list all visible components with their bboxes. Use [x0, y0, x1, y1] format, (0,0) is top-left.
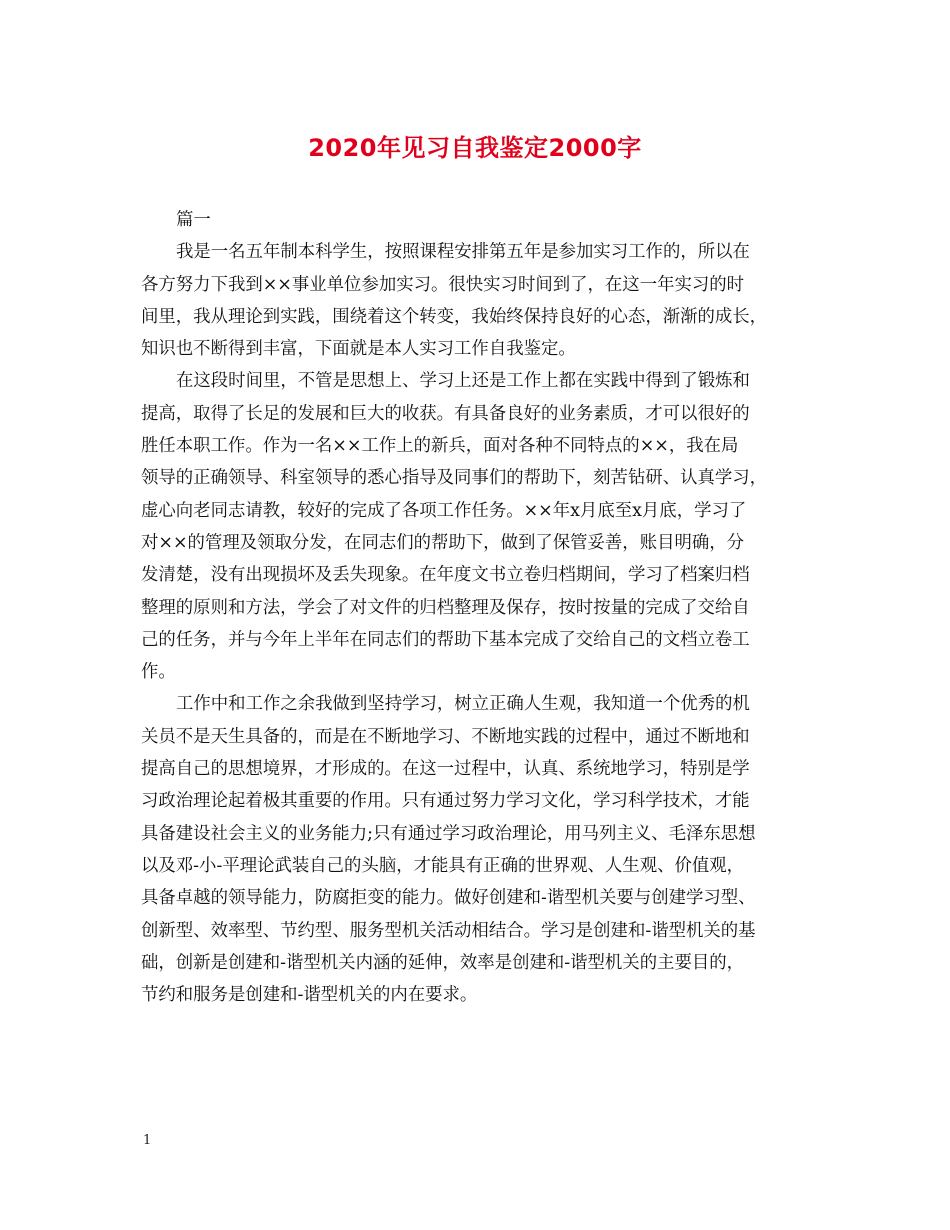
- text-line: 我是一名五年制本科学生，按照课程安排第五年是参加实习工作的，所以在: [176, 242, 750, 263]
- text-line: 提高自己的思想境界，才形成的。在这一过程中，认真、系统地学习，特别是学: [141, 759, 750, 780]
- text-line: 创新型、效率型、节约型、服务型机关活动相结合。学习是创建和-谐型机关的基: [141, 920, 756, 941]
- text-line: 己的任务，并与今年上半年在同志们的帮助下基本完成了交给自己的文档立卷工: [141, 629, 750, 650]
- text-line: 各方努力下我到××事业单位参加实习。很快实习时间到了，在这一年实习的时: [141, 274, 745, 295]
- paragraph-lines: [141, 236, 811, 1011]
- text-line: 胜任本职工作。作为一名××工作上的新兵，面对各种不同特点的××，我在局: [141, 436, 739, 457]
- text-line: 对××的管理及领取分发，在同志们的帮助下，做到了保管妥善，账目明确，分: [141, 532, 745, 553]
- page-number: 1: [143, 1133, 152, 1148]
- text-line: 习政治理论起着极其重要的作用。只有通过努力学习文化，学习科学技术，才能: [141, 791, 750, 812]
- text-line: 领导的正确领导、科室领导的悉心指导及同事们的帮助下，刻苦钻研、认真学习，: [141, 468, 768, 489]
- document-title: 2020年见习自我鉴定2000字: [308, 134, 642, 162]
- text-line: 整理的原则和方法，学会了对文件的归档整理及保存，按时按量的完成了交给自: [141, 597, 750, 618]
- text-line: 提高，取得了长足的发展和巨大的收获。有具备良好的业务素质，才可以很好的: [141, 403, 750, 424]
- text-line: 虚心向老同志请教，较好的完成了各项工作任务。××年x月底至x月底，学习了: [141, 500, 747, 521]
- text-line: 具备卓越的领导能力，防腐拒变的能力。做好创建和-谐型机关要与创建学习型、: [141, 888, 756, 909]
- text-line: 间里，我从理论到实践，围绕着这个转变，我始终保持良好的心态，渐渐的成长，: [141, 306, 768, 327]
- text-line: 工作中和工作之余我做到坚持学习，树立正确人生观，我知道一个优秀的机: [176, 694, 750, 715]
- text-line: 具备建设社会主义的业务能力;只有通过学习政治理论，用马列主义、毛泽东思想: [141, 823, 756, 844]
- text-line: 础，创新是创建和-谐型机关内涵的延伸，效率是创建和-谐型机关的主要目的，: [141, 952, 745, 973]
- text-line: 以及邓-小-平理论武装自己的头脑，才能具有正确的世界观、人生观、价值观，: [141, 855, 745, 876]
- text-line: 关员不是天生具备的，而是在不断地学习、不断地实践的过程中，通过不断地和: [141, 726, 750, 747]
- document-body: [141, 204, 811, 1011]
- text-line: 节约和服务是创建和-谐型机关的内在要求。: [141, 985, 478, 1006]
- section-label: 篇一: [176, 210, 211, 230]
- text-line: 知识也不断得到丰富，下面就是本人实习工作自我鉴定。: [141, 339, 576, 360]
- text-line: 发清楚，没有出现损坏及丢失现象。在年度文书立卷归档期间，学习了档案归档: [141, 565, 750, 586]
- text-line: 在这段时间里，不管是思想上、学习上还是工作上都在实践中得到了锻炼和: [176, 371, 750, 392]
- text-line: 作。: [141, 662, 176, 683]
